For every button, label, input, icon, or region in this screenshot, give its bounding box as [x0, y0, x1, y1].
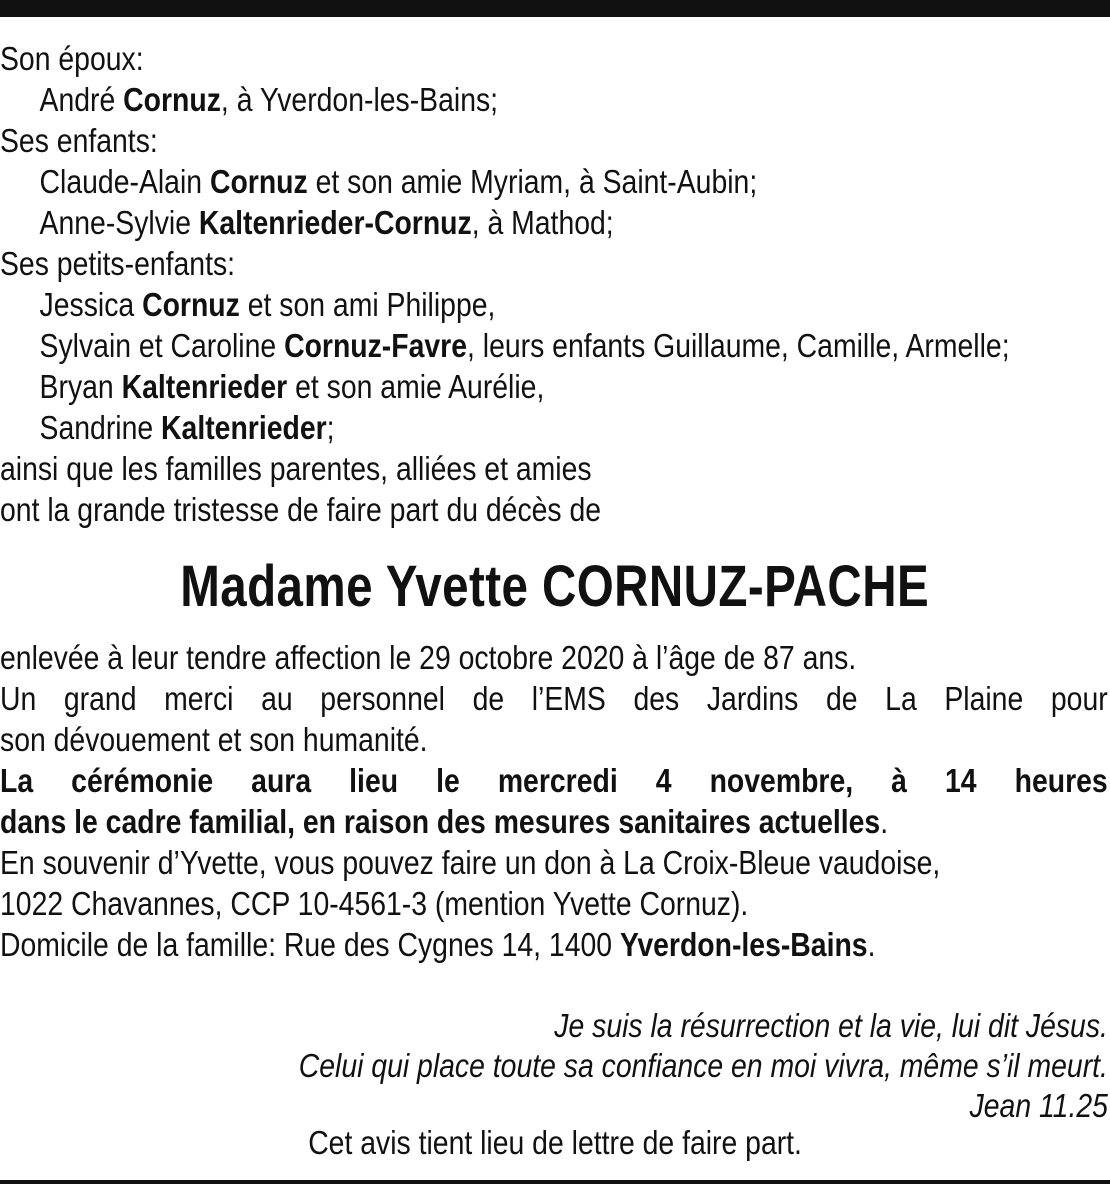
quote-reference: Jean 11.25 — [969, 1087, 1108, 1124]
grandchildren-heading: Ses petits-enfants: — [0, 245, 236, 282]
spouse-entry — [0, 79, 1108, 120]
donation-line-continued: 1022 Chavannes, CCP 10-4561-3 (mention Yvette Cornuz). — [0, 885, 749, 922]
spouse-detail: , à Yverdon-les-Bains; — [220, 81, 499, 118]
passing-date-line: enlevée à leur tendre affection le 29 octobre 2020 à l’âge de 87 ans. — [0, 639, 857, 676]
top-border-rule — [0, 0, 1110, 17]
thanks-line: Un grand merci au personnel de l’EMS des Jardins de La Plaine pour — [0, 680, 1108, 717]
announcement-line: ont la grande tristesse de faire part du décès de — [0, 491, 602, 528]
notice-footer — [0, 1123, 1110, 1163]
child-last-name: Cornuz — [209, 163, 308, 200]
family-address-line — [0, 924, 1108, 965]
grandchild-last-name: Kaltenrieder — [121, 368, 288, 405]
child-detail: , à Mathod; — [471, 204, 614, 241]
child-detail: et son amie Myriam, à Saint-Aubin; — [307, 163, 758, 200]
grandchild-detail: ; — [326, 409, 335, 446]
child-last-name: Kaltenrieder-Cornuz — [198, 204, 472, 241]
child-entry — [0, 202, 1108, 243]
deceased-name-heading — [0, 552, 1110, 622]
grandchild-entry — [0, 325, 1108, 366]
grandchild-first-name: Sylvain et Caroline — [39, 327, 285, 364]
relatives-line: ainsi que les familles parentes, alliées et amies — [0, 450, 592, 487]
grandchild-detail: et son ami Philippe, — [239, 286, 496, 323]
grandchild-last-name: Cornuz-Favre — [284, 327, 467, 364]
grandchild-first-name: Jessica — [39, 286, 143, 323]
family-list — [0, 38, 1108, 530]
grandchild-detail: , leurs enfants Guillaume, Camille, Armelle; — [466, 327, 1010, 364]
thanks-line-continued: son dévouement et son humanité. — [0, 721, 428, 758]
address-city: Yverdon-les-Bains — [619, 926, 868, 963]
address-period: . — [867, 926, 876, 963]
grandchild-entry — [0, 284, 1108, 325]
child-first-name: Anne-Sylvie — [39, 204, 199, 241]
child-first-name: Claude-Alain — [39, 163, 210, 200]
ceremony-line: La cérémonie aura lieu le mercredi 4 novembre, à 14 heures — [0, 762, 1108, 799]
children-heading: Ses enfants: — [0, 122, 158, 159]
notice-details — [0, 637, 1108, 965]
grandchild-first-name: Sandrine — [39, 409, 162, 446]
quote-line: Je suis la résurrection et la vie, lui dit Jésus. — [554, 1007, 1108, 1044]
ceremony-line-continued — [0, 801, 1108, 842]
grandchild-last-name: Kaltenrieder — [161, 409, 327, 446]
grandchild-first-name: Bryan — [39, 368, 122, 405]
bible-quote — [167, 1006, 1108, 1126]
grandchild-entry — [0, 407, 1108, 448]
ceremony-period: . — [880, 803, 889, 840]
grandchild-entry — [0, 366, 1108, 407]
ceremony-detail: dans le cadre familial, en raison des mesures sanitaires actuelles — [0, 803, 881, 840]
spouse-heading: Son époux: — [0, 40, 144, 77]
quote-line: Celui qui place toute sa confiance en moi vivra, même s’il meurt. — [298, 1047, 1108, 1084]
deceased-name: Madame Yvette CORNUZ-PACHE — [180, 554, 930, 619]
address-prefix: Domicile de la famille: Rue des Cygnes 14, 1400 — [0, 926, 620, 963]
child-entry — [0, 161, 1108, 202]
bottom-border-rule — [0, 1180, 1110, 1184]
spouse-first-name: André — [39, 81, 124, 118]
grandchild-last-name: Cornuz — [142, 286, 240, 323]
grandchild-detail: et son amie Aurélie, — [287, 368, 545, 405]
spouse-last-name: Cornuz — [123, 81, 221, 118]
footer-note: Cet avis tient lieu de lettre de faire part. — [308, 1124, 802, 1161]
donation-line: En souvenir d’Yvette, vous pouvez faire un don à La Croix-Bleue vaudoise, — [0, 844, 941, 881]
